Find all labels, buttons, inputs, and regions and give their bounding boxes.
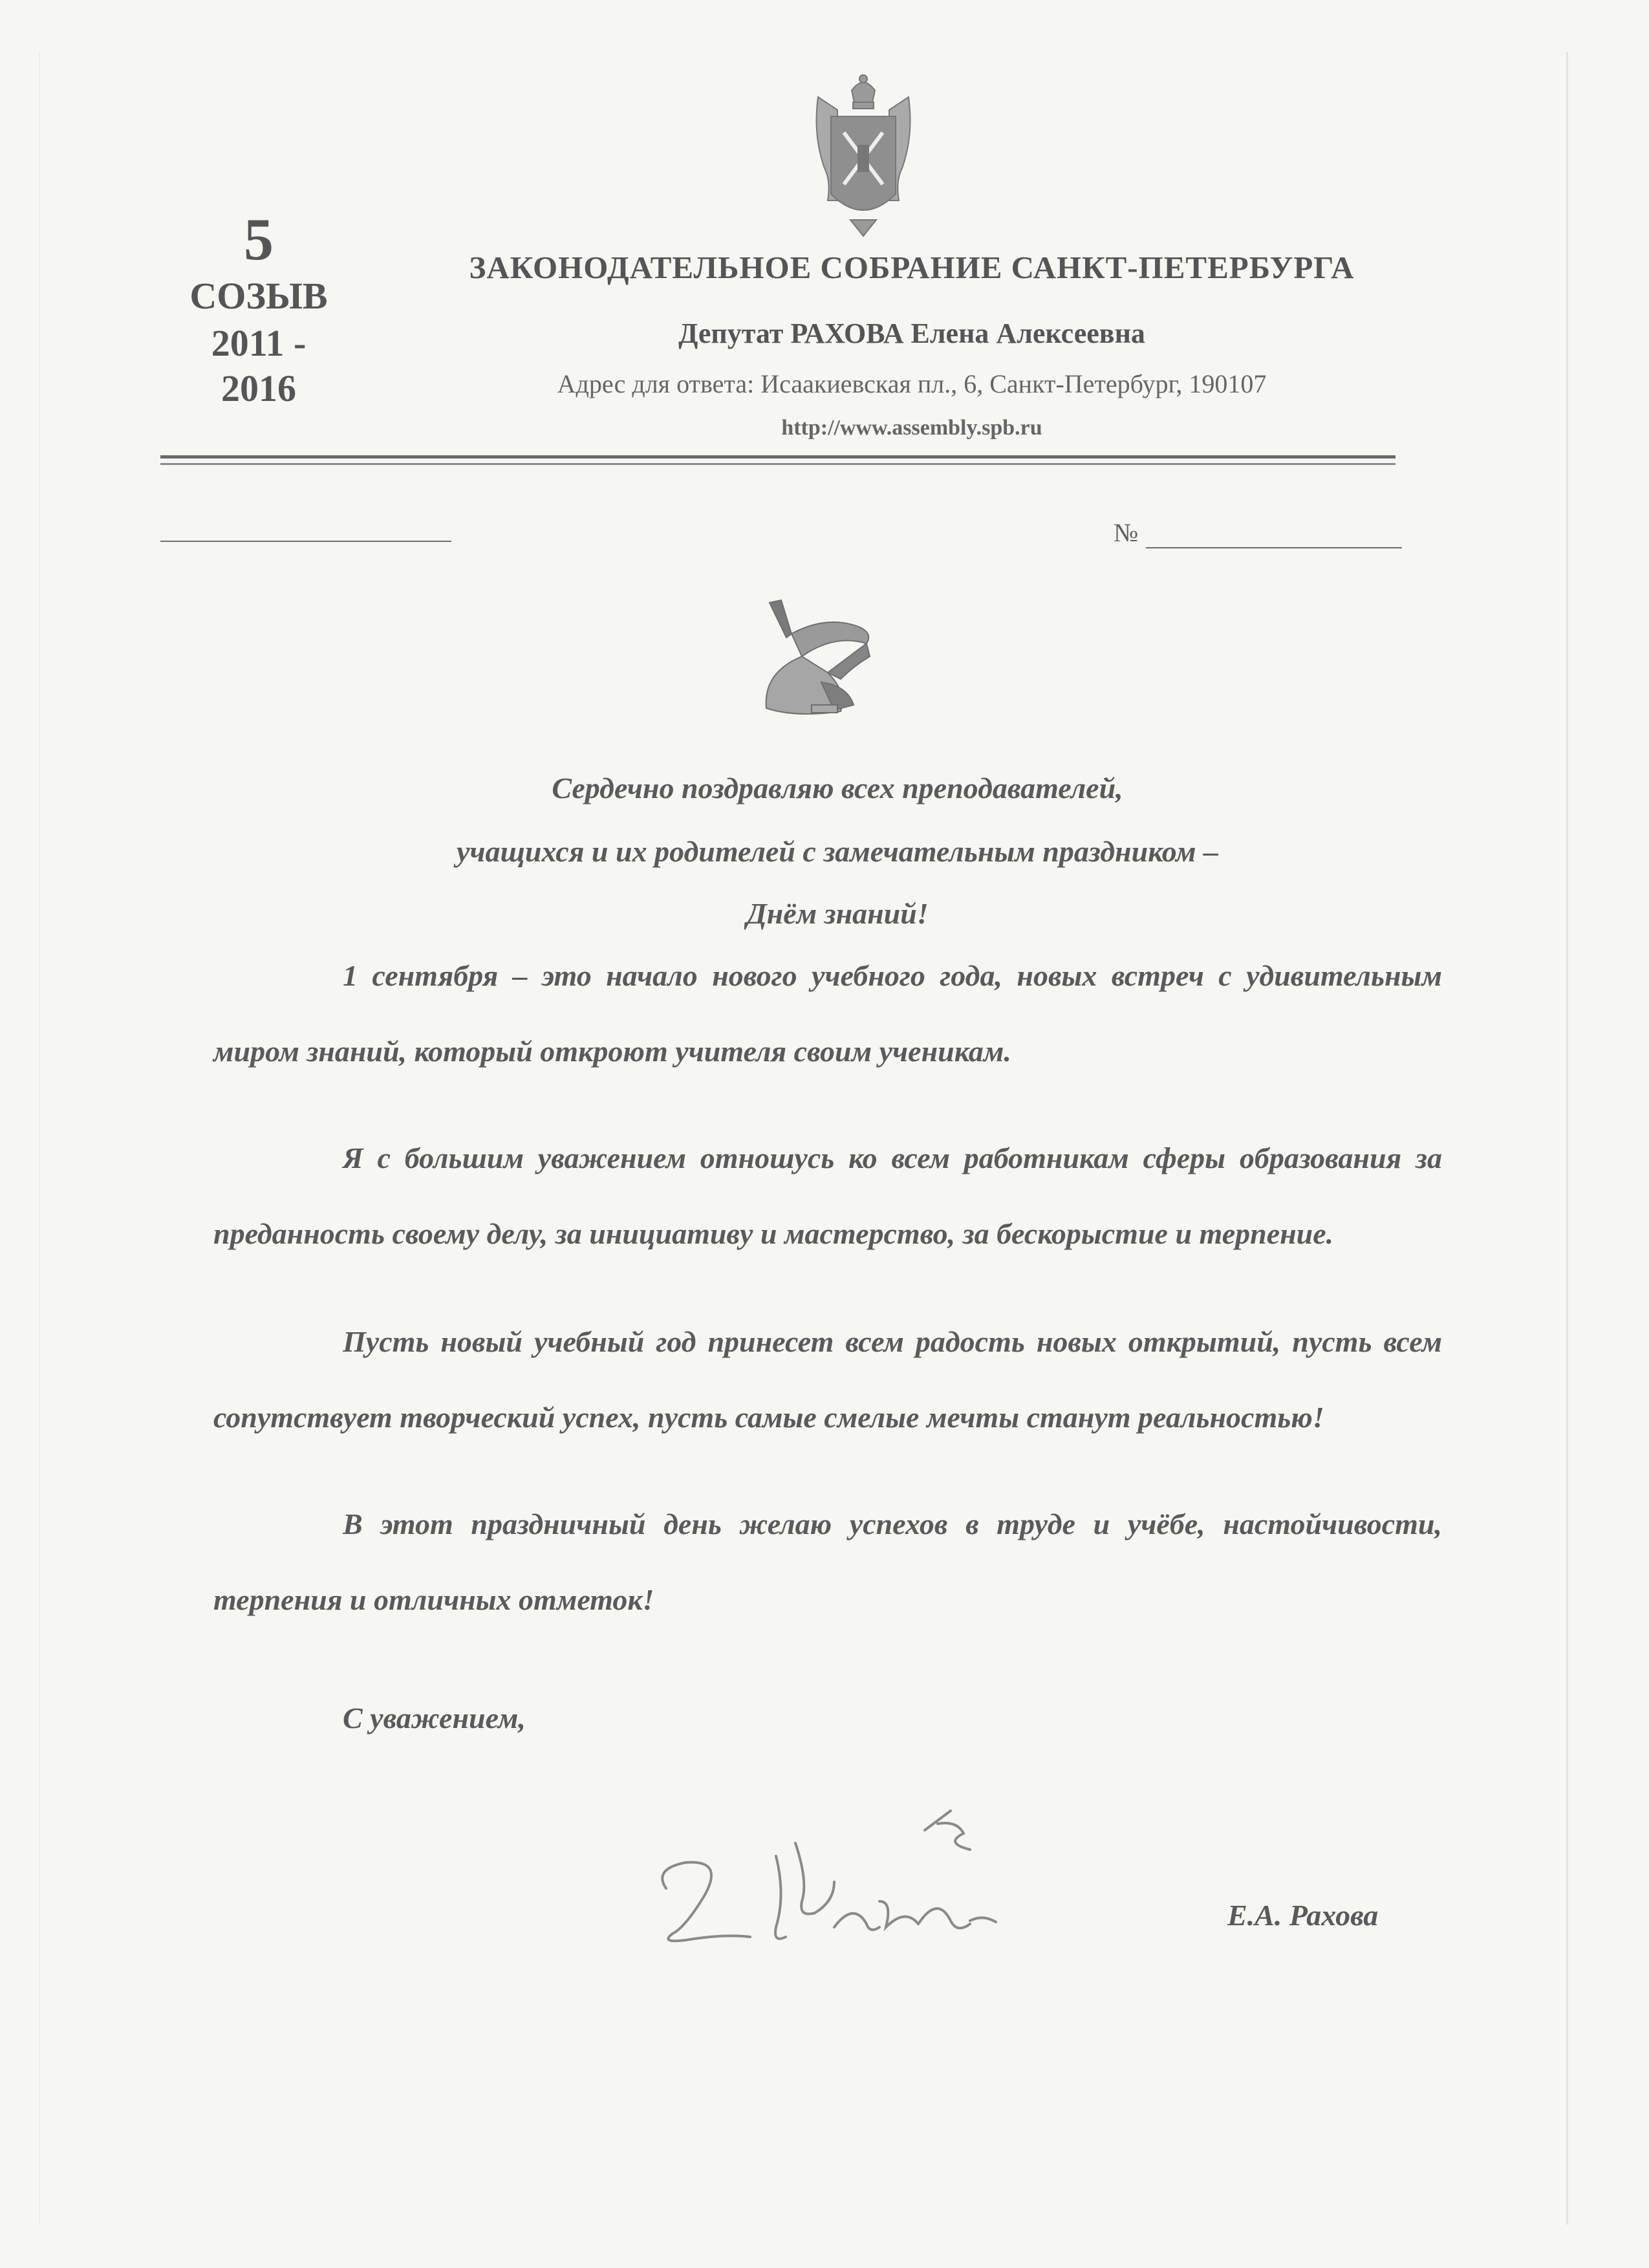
greeting-line-1: Сердечно поздравляю всех преподавателей,: [552, 772, 1123, 805]
paragraph-4: В этот праздничный день желаю успехов в труде и учёбе, настойчивости, терпения и отличных отметок!: [213, 1507, 1442, 1616]
closing-salutation: С уважением,: [343, 1701, 526, 1734]
convocation-block: [162, 207, 356, 411]
coat-of-arms-icon: [812, 71, 915, 239]
date-field-line: [160, 541, 451, 542]
paragraph-1: 1 сентября – это начало нового учебного года, новых встреч с удивительным миром знаний, который откроют учителя своим ученикам.: [213, 959, 1442, 1068]
header-divider-thick: [160, 455, 1396, 459]
bell-icon: [750, 595, 899, 724]
signature-image: [647, 1804, 1048, 1972]
deputy-name: Депутат РАХОВА Елена Алексеевна: [678, 318, 1145, 349]
paragraph-3: Пусть новый учебный год принесет всем радость новых открытий, пусть всем сопутствует творческий успех, пусть самые смелые мечты станут реальностью!: [213, 1325, 1442, 1434]
number-field-line: [1146, 547, 1402, 548]
greeting-line-3: Днём знаний!: [746, 897, 929, 930]
signer-name: Е.А. Рахова: [1227, 1899, 1379, 1932]
convocation-label: СОЗЫВ: [189, 275, 328, 317]
reply-address: Адрес для ответа: Исаакиевская пл., 6, Санкт-Петербург, 190107: [557, 369, 1267, 398]
greeting-line-2: учащихся и их родителей с замечательным праздником –: [456, 835, 1218, 868]
convocation-years-start: 2011 -: [211, 322, 307, 364]
number-label: №: [1114, 518, 1139, 547]
paragraph-2: Я с большим уважением отношусь ко всем работникам сферы образования за преданность своему делу, за инициативу и мастерство, за бескорыстие и терпение.: [213, 1141, 1442, 1250]
organization-name: ЗАКОНОДАТЕЛЬНОЕ СОБРАНИЕ САНКТ-ПЕТЕРБУРГА: [469, 250, 1355, 285]
convocation-years-end: 2016: [221, 367, 296, 409]
header-divider-thin: [160, 463, 1396, 465]
website-link[interactable]: http://www.assembly.spb.ru: [781, 416, 1042, 440]
convocation-number: 5: [244, 206, 274, 272]
